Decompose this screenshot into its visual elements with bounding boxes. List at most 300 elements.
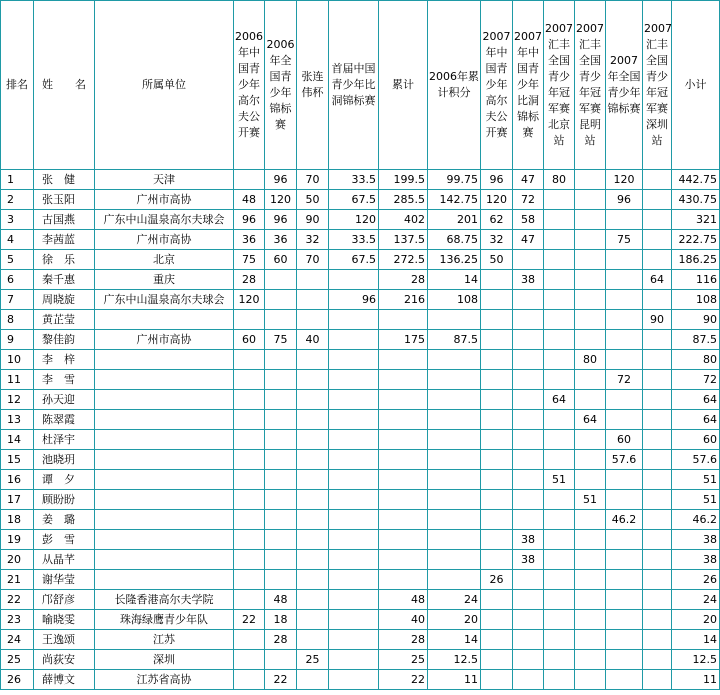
cell-e2 <box>265 570 297 590</box>
cell-name: 李 雪 <box>34 370 95 390</box>
cell-unit: 广东中山温泉高尔夫球会 <box>95 210 234 230</box>
cell-unit <box>95 510 234 530</box>
cell-unit: 广州市高协 <box>95 330 234 350</box>
cell-e1: 36 <box>234 230 265 250</box>
cell-total <box>379 490 428 510</box>
cell-name: 李 梓 <box>34 350 95 370</box>
cell-name: 喻晓雯 <box>34 610 95 630</box>
cell-e4 <box>329 670 379 690</box>
cell-name: 彭 雪 <box>34 530 95 550</box>
cell-unit <box>95 570 234 590</box>
cell-rank: 15 <box>1 450 34 470</box>
cell-e4 <box>329 450 379 470</box>
cell-pts2006: 136.25 <box>428 250 481 270</box>
cell-total: 175 <box>379 330 428 350</box>
cell-e8 <box>575 650 606 670</box>
cell-subtotal: 60 <box>672 430 720 450</box>
cell-e7 <box>544 570 575 590</box>
cell-total: 28 <box>379 630 428 650</box>
cell-pts2006 <box>428 350 481 370</box>
cell-subtotal: 87.5 <box>672 330 720 350</box>
cell-total: 402 <box>379 210 428 230</box>
cell-e2 <box>265 350 297 370</box>
cell-e6: 47 <box>513 170 544 190</box>
cell-e1 <box>234 570 265 590</box>
cell-e8 <box>575 370 606 390</box>
cell-e9 <box>606 250 643 270</box>
cell-e10 <box>643 350 672 370</box>
column-header-e2: 2006年全国青少年锦标赛 <box>265 1 297 170</box>
cell-name: 秦千惠 <box>34 270 95 290</box>
cell-e1 <box>234 310 265 330</box>
column-header-e5: 2007年中国青少年高尔夫公开赛 <box>481 1 513 170</box>
cell-e5: 32 <box>481 230 513 250</box>
cell-e1: 96 <box>234 210 265 230</box>
table-row <box>1 630 720 650</box>
cell-e5 <box>481 270 513 290</box>
cell-e6: 47 <box>513 230 544 250</box>
cell-e2 <box>265 490 297 510</box>
cell-rank: 13 <box>1 410 34 430</box>
cell-e4 <box>329 430 379 450</box>
table-row <box>1 190 720 210</box>
cell-e3 <box>297 270 329 290</box>
cell-rank: 4 <box>1 230 34 250</box>
cell-e1: 75 <box>234 250 265 270</box>
cell-unit <box>95 350 234 370</box>
column-header-rank: 排名 <box>1 1 34 170</box>
cell-e7: 80 <box>544 170 575 190</box>
cell-e6 <box>513 330 544 350</box>
cell-e1 <box>234 670 265 690</box>
cell-e4 <box>329 530 379 550</box>
table-row <box>1 410 720 430</box>
cell-e2: 75 <box>265 330 297 350</box>
cell-e7 <box>544 310 575 330</box>
cell-e3: 50 <box>297 190 329 210</box>
cell-e7 <box>544 270 575 290</box>
cell-e8 <box>575 210 606 230</box>
cell-subtotal: 46.2 <box>672 510 720 530</box>
cell-rank: 1 <box>1 170 34 190</box>
table-row <box>1 270 720 290</box>
cell-name: 谭 夕 <box>34 470 95 490</box>
cell-pts2006 <box>428 550 481 570</box>
cell-total <box>379 470 428 490</box>
cell-subtotal: 90 <box>672 310 720 330</box>
cell-e3 <box>297 570 329 590</box>
cell-pts2006: 99.75 <box>428 170 481 190</box>
column-header-name: 姓 名 <box>34 1 95 170</box>
cell-e6 <box>513 410 544 430</box>
cell-e10 <box>643 230 672 250</box>
cell-total: 216 <box>379 290 428 310</box>
cell-e2 <box>265 510 297 530</box>
cell-e8 <box>575 170 606 190</box>
cell-e7 <box>544 210 575 230</box>
cell-pts2006: 87.5 <box>428 330 481 350</box>
cell-e6 <box>513 390 544 410</box>
cell-e3 <box>297 390 329 410</box>
cell-e3 <box>297 430 329 450</box>
cell-e6 <box>513 490 544 510</box>
cell-e8 <box>575 430 606 450</box>
cell-e7 <box>544 370 575 390</box>
cell-e1 <box>234 430 265 450</box>
cell-subtotal: 38 <box>672 550 720 570</box>
cell-e9 <box>606 650 643 670</box>
cell-e9: 46.2 <box>606 510 643 530</box>
cell-e9: 96 <box>606 190 643 210</box>
cell-unit: 广州市高协 <box>95 190 234 210</box>
cell-subtotal: 26 <box>672 570 720 590</box>
cell-e4: 96 <box>329 290 379 310</box>
cell-e9 <box>606 590 643 610</box>
cell-e1 <box>234 390 265 410</box>
cell-name: 薛博文 <box>34 670 95 690</box>
cell-e7 <box>544 650 575 670</box>
cell-e8 <box>575 630 606 650</box>
cell-pts2006 <box>428 410 481 430</box>
cell-e10 <box>643 590 672 610</box>
cell-e8 <box>575 470 606 490</box>
cell-e2: 60 <box>265 250 297 270</box>
table-row <box>1 390 720 410</box>
header-row <box>1 1 720 170</box>
cell-subtotal: 38 <box>672 530 720 550</box>
cell-e4 <box>329 610 379 630</box>
cell-name: 尚荻安 <box>34 650 95 670</box>
cell-e7 <box>544 350 575 370</box>
cell-total <box>379 410 428 430</box>
cell-e6 <box>513 310 544 330</box>
cell-e10 <box>643 390 672 410</box>
cell-e3 <box>297 610 329 630</box>
cell-e3: 70 <box>297 170 329 190</box>
cell-e1: 60 <box>234 330 265 350</box>
cell-name: 杜泽宇 <box>34 430 95 450</box>
cell-e5 <box>481 470 513 490</box>
cell-pts2006 <box>428 370 481 390</box>
table-row <box>1 170 720 190</box>
column-header-e10: 2007汇丰全国青少年冠军赛深圳站 <box>643 1 672 170</box>
cell-e8 <box>575 230 606 250</box>
cell-pts2006: 12.5 <box>428 650 481 670</box>
cell-e8 <box>575 590 606 610</box>
table-row <box>1 430 720 450</box>
cell-unit: 天津 <box>95 170 234 190</box>
column-header-unit: 所属单位 <box>95 1 234 170</box>
cell-total <box>379 450 428 470</box>
cell-e9 <box>606 490 643 510</box>
cell-rank: 19 <box>1 530 34 550</box>
cell-rank: 24 <box>1 630 34 650</box>
cell-e4 <box>329 330 379 350</box>
cell-e6: 72 <box>513 190 544 210</box>
cell-e5 <box>481 410 513 430</box>
cell-rank: 2 <box>1 190 34 210</box>
cell-e2 <box>265 290 297 310</box>
cell-rank: 20 <box>1 550 34 570</box>
cell-pts2006 <box>428 510 481 530</box>
cell-e3 <box>297 590 329 610</box>
cell-e9: 120 <box>606 170 643 190</box>
cell-e8 <box>575 250 606 270</box>
cell-e8 <box>575 270 606 290</box>
cell-total: 40 <box>379 610 428 630</box>
cell-rank: 9 <box>1 330 34 350</box>
cell-e6 <box>513 450 544 470</box>
cell-e5 <box>481 350 513 370</box>
cell-unit <box>95 550 234 570</box>
cell-e2 <box>265 310 297 330</box>
cell-e10 <box>643 470 672 490</box>
cell-e2 <box>265 370 297 390</box>
cell-pts2006: 14 <box>428 270 481 290</box>
cell-e4 <box>329 270 379 290</box>
table-row <box>1 490 720 510</box>
cell-pts2006 <box>428 470 481 490</box>
cell-e10: 64 <box>643 270 672 290</box>
cell-e2 <box>265 530 297 550</box>
table-row <box>1 350 720 370</box>
cell-e5 <box>481 590 513 610</box>
column-header-e6: 2007年中国青少年比洞锦标赛 <box>513 1 544 170</box>
cell-e7 <box>544 610 575 630</box>
cell-e3: 32 <box>297 230 329 250</box>
table-row <box>1 370 720 390</box>
cell-e1 <box>234 550 265 570</box>
cell-e9 <box>606 410 643 430</box>
cell-total: 22 <box>379 670 428 690</box>
cell-rank: 17 <box>1 490 34 510</box>
table-row <box>1 210 720 230</box>
cell-unit: 深圳 <box>95 650 234 670</box>
cell-e7 <box>544 530 575 550</box>
cell-e6: 38 <box>513 270 544 290</box>
cell-rank: 3 <box>1 210 34 230</box>
cell-name: 姜 璐 <box>34 510 95 530</box>
cell-e9 <box>606 610 643 630</box>
cell-e4 <box>329 410 379 430</box>
cell-e5: 50 <box>481 250 513 270</box>
cell-e4: 120 <box>329 210 379 230</box>
cell-e5 <box>481 430 513 450</box>
cell-subtotal: 116 <box>672 270 720 290</box>
cell-subtotal: 11 <box>672 670 720 690</box>
cell-name: 陈翠霞 <box>34 410 95 430</box>
table-row <box>1 610 720 630</box>
cell-total: 28 <box>379 270 428 290</box>
cell-total: 25 <box>379 650 428 670</box>
cell-e9 <box>606 530 643 550</box>
cell-e8: 80 <box>575 350 606 370</box>
cell-rank: 18 <box>1 510 34 530</box>
cell-subtotal: 442.75 <box>672 170 720 190</box>
cell-e8: 64 <box>575 410 606 430</box>
cell-e6 <box>513 350 544 370</box>
cell-pts2006 <box>428 450 481 470</box>
cell-e2 <box>265 450 297 470</box>
cell-subtotal: 12.5 <box>672 650 720 670</box>
cell-rank: 8 <box>1 310 34 330</box>
cell-e8: 51 <box>575 490 606 510</box>
cell-e9: 75 <box>606 230 643 250</box>
cell-e2: 18 <box>265 610 297 630</box>
cell-e10 <box>643 670 672 690</box>
cell-e5 <box>481 670 513 690</box>
cell-e8 <box>575 510 606 530</box>
cell-pts2006 <box>428 570 481 590</box>
cell-e1 <box>234 590 265 610</box>
cell-e6 <box>513 290 544 310</box>
cell-e9 <box>606 550 643 570</box>
cell-e2 <box>265 410 297 430</box>
cell-unit: 长隆香港高尔夫学院 <box>95 590 234 610</box>
cell-e3 <box>297 410 329 430</box>
cell-e6 <box>513 650 544 670</box>
cell-e3 <box>297 510 329 530</box>
cell-pts2006: 24 <box>428 590 481 610</box>
cell-rank: 26 <box>1 670 34 690</box>
cell-e1 <box>234 370 265 390</box>
cell-unit: 江苏省高协 <box>95 670 234 690</box>
cell-e10 <box>643 450 672 470</box>
cell-total <box>379 430 428 450</box>
table-row <box>1 670 720 690</box>
cell-rank: 12 <box>1 390 34 410</box>
cell-e2: 120 <box>265 190 297 210</box>
cell-e1 <box>234 470 265 490</box>
cell-e5: 120 <box>481 190 513 210</box>
cell-e3: 90 <box>297 210 329 230</box>
cell-e5: 96 <box>481 170 513 190</box>
cell-unit <box>95 490 234 510</box>
cell-e1 <box>234 490 265 510</box>
cell-pts2006: 14 <box>428 630 481 650</box>
cell-unit: 珠海绿鹰青少年队 <box>95 610 234 630</box>
cell-name: 池晓玥 <box>34 450 95 470</box>
cell-e3 <box>297 450 329 470</box>
cell-name: 徐 乐 <box>34 250 95 270</box>
cell-e6: 38 <box>513 550 544 570</box>
cell-e6 <box>513 470 544 490</box>
cell-e2 <box>265 650 297 670</box>
cell-e1: 28 <box>234 270 265 290</box>
cell-e9: 60 <box>606 430 643 450</box>
cell-e10 <box>643 530 672 550</box>
column-header-e1: 2006年中国青少年高尔夫公开赛 <box>234 1 265 170</box>
cell-e2 <box>265 390 297 410</box>
cell-e10 <box>643 610 672 630</box>
cell-e10 <box>643 490 672 510</box>
cell-subtotal: 24 <box>672 590 720 610</box>
cell-total <box>379 350 428 370</box>
cell-e10 <box>643 170 672 190</box>
cell-unit <box>95 530 234 550</box>
cell-e4 <box>329 550 379 570</box>
cell-e5 <box>481 490 513 510</box>
cell-pts2006: 20 <box>428 610 481 630</box>
cell-e3 <box>297 370 329 390</box>
cell-e1: 22 <box>234 610 265 630</box>
cell-e4 <box>329 650 379 670</box>
column-header-e9: 2007年全国青少年锦标赛 <box>606 1 643 170</box>
cell-e4 <box>329 310 379 330</box>
column-header-e4: 首届中国青少年比洞锦标赛 <box>329 1 379 170</box>
cell-e1 <box>234 170 265 190</box>
cell-e10 <box>643 650 672 670</box>
cell-unit: 江苏 <box>95 630 234 650</box>
cell-total: 272.5 <box>379 250 428 270</box>
cell-subtotal: 51 <box>672 490 720 510</box>
cell-e10 <box>643 250 672 270</box>
cell-subtotal: 80 <box>672 350 720 370</box>
cell-pts2006: 11 <box>428 670 481 690</box>
cell-e8 <box>575 390 606 410</box>
cell-e5 <box>481 510 513 530</box>
cell-name: 古国燕 <box>34 210 95 230</box>
cell-rank: 10 <box>1 350 34 370</box>
cell-e10 <box>643 550 672 570</box>
table-row <box>1 590 720 610</box>
cell-pts2006: 108 <box>428 290 481 310</box>
column-header-subtotal: 小计 <box>672 1 720 170</box>
cell-e8 <box>575 290 606 310</box>
cell-e7 <box>544 430 575 450</box>
cell-e5 <box>481 630 513 650</box>
cell-total <box>379 510 428 530</box>
cell-e3 <box>297 670 329 690</box>
cell-e5 <box>481 610 513 630</box>
cell-e1 <box>234 450 265 470</box>
cell-e2 <box>265 430 297 450</box>
cell-e2: 48 <box>265 590 297 610</box>
cell-e2 <box>265 470 297 490</box>
cell-e3 <box>297 290 329 310</box>
cell-subtotal: 321 <box>672 210 720 230</box>
cell-e5 <box>481 310 513 330</box>
cell-e7 <box>544 190 575 210</box>
cell-e3 <box>297 630 329 650</box>
cell-pts2006 <box>428 430 481 450</box>
cell-e9 <box>606 310 643 330</box>
cell-e9 <box>606 350 643 370</box>
cell-total <box>379 550 428 570</box>
cell-subtotal: 14 <box>672 630 720 650</box>
cell-e9: 57.6 <box>606 450 643 470</box>
cell-e7 <box>544 590 575 610</box>
cell-rank: 22 <box>1 590 34 610</box>
cell-rank: 5 <box>1 250 34 270</box>
cell-rank: 7 <box>1 290 34 310</box>
cell-e4 <box>329 390 379 410</box>
table-row <box>1 250 720 270</box>
cell-e7 <box>544 510 575 530</box>
table-row <box>1 470 720 490</box>
cell-e1 <box>234 630 265 650</box>
cell-e10 <box>643 570 672 590</box>
cell-e8 <box>575 330 606 350</box>
cell-e10 <box>643 330 672 350</box>
cell-pts2006 <box>428 530 481 550</box>
cell-rank: 25 <box>1 650 34 670</box>
cell-e9 <box>606 570 643 590</box>
cell-e8 <box>575 450 606 470</box>
cell-e10 <box>643 210 672 230</box>
cell-unit <box>95 390 234 410</box>
table-row <box>1 650 720 670</box>
